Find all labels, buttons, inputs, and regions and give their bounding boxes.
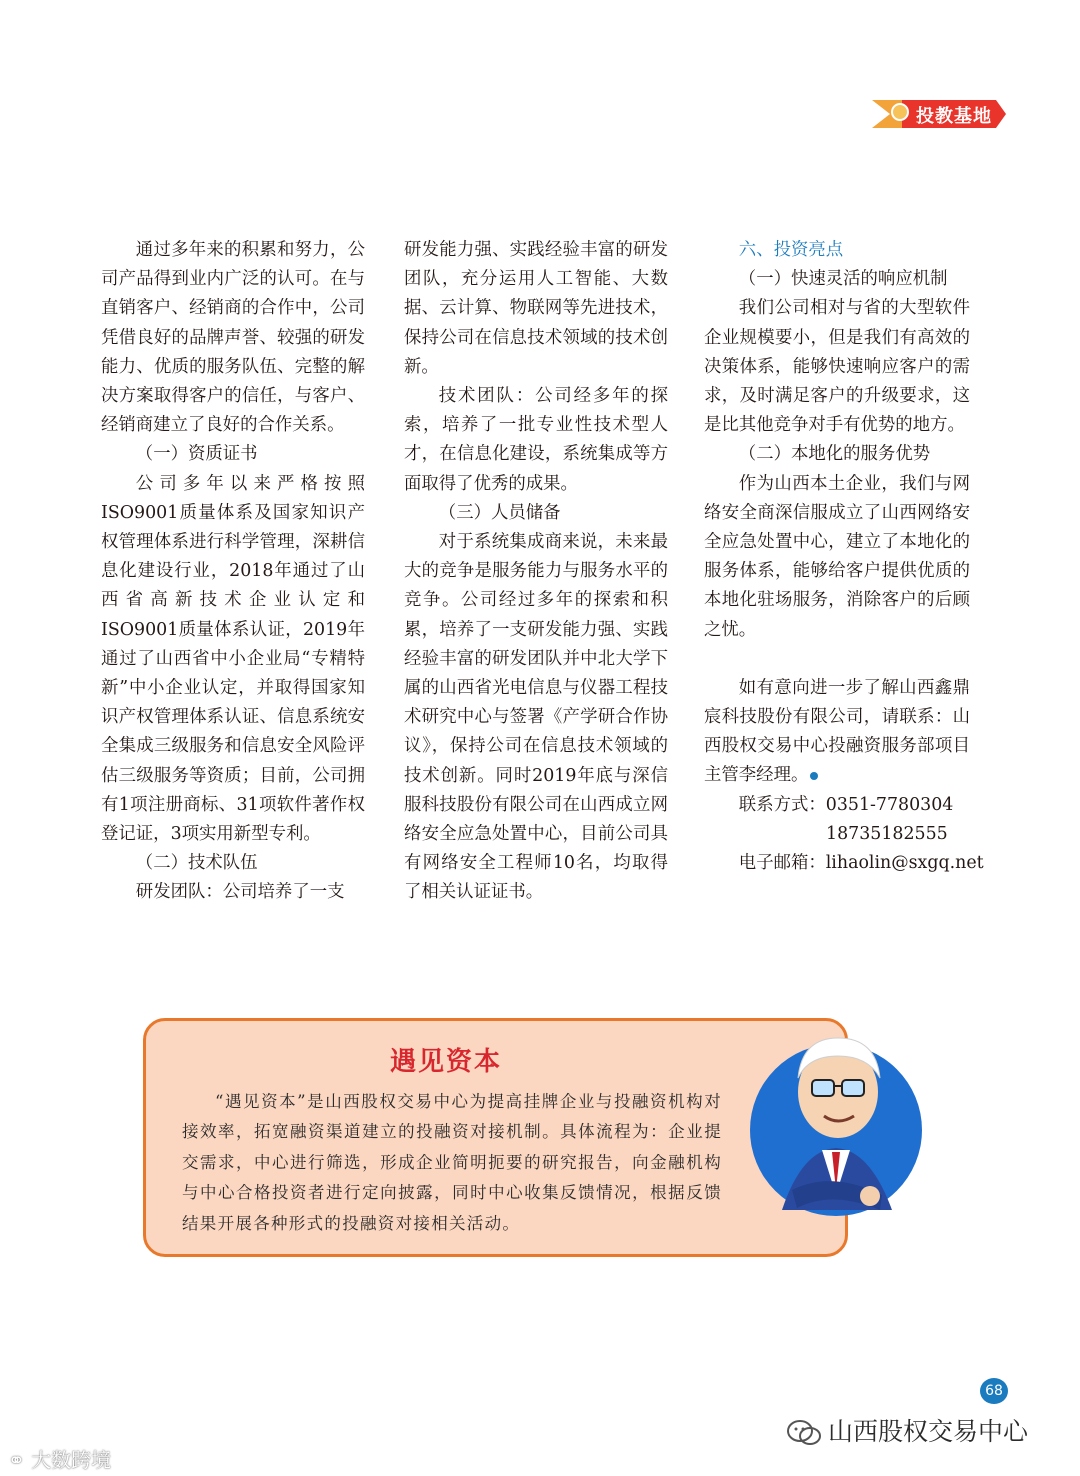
paragraph: 研发团队：公司培养了一支 xyxy=(135,882,345,903)
text-column-3 xyxy=(704,236,984,878)
text-column-1 xyxy=(101,236,365,908)
paragraph: 研发能力强、实践经验丰富的研发团队，充分运用人工智能、大数据、云计算、物联网等先进技术，保持公司在信息技术领域的技术创新。 xyxy=(404,240,668,377)
watermark-right xyxy=(786,1412,1028,1448)
text-column-2 xyxy=(404,236,668,908)
info-box-text: “遇见资本”是山西股权交易中心为提高挂牌企业与投融资机构对接效率，拓宽融资渠道建立的投融资对接机制。具体流程为：企业提交需求，中心进行筛选，形成企业简明扼要的研究报告，向金融机构与中心合格投资者进行定向披露，同时中心收集反馈情况，根据反馈结果开展各种形式的投融资对接相关活动。 xyxy=(182,1092,722,1233)
watermark-right-text: 山西股权交易中心 xyxy=(828,1417,1029,1446)
paragraph: 作为山西本土企业，我们与网络安全商深信服成立了山西网络安全应急处置中心，建立了本地化的服务体系，能够给客户提供优质的本地化驻场服务，消除客户的后顾之忧。 xyxy=(704,473,970,640)
watermark-left xyxy=(8,1444,111,1473)
contact-email: 电子邮箱：lihaolin@sxgq.net xyxy=(738,853,984,874)
watermark-logo-icon: ⚭ xyxy=(8,1448,32,1472)
paragraph: 通过多年来的积累和努力，公司产品得到业内广泛的认可。在与直销客户、经销商的合作中，公司凭借良好的品牌声誉、较强的研发能力、优质的服务队伍、完整的解决方案取得客户的信任，与客户、经销商建立了良好的合作关系。 xyxy=(101,240,365,436)
subheading: （三）人员储备 xyxy=(438,502,561,523)
end-mark-icon xyxy=(810,772,818,780)
paragraph: 我们公司相对与省的大型软件企业规模要小，但是我们有高效的决策体系，能够快速响应客户的需求，及时满足客户的升级要求，这是比其他竞争对手有优势的地方。 xyxy=(704,298,970,436)
contact-intro xyxy=(704,674,970,791)
watermark-left-text: 大数跨境 xyxy=(31,1448,112,1472)
page-number: 68 xyxy=(980,1378,1008,1404)
section-tag xyxy=(872,96,1008,132)
paragraph: 技术团队：公司经多年的探索，培养了一批专业性技术型人才，在信息化建设，系统集成等方面取得了优秀的成果。 xyxy=(404,386,668,494)
section-tag-label: 投教基地 xyxy=(916,106,992,127)
subheading: （一）快速灵活的响应机制 xyxy=(738,269,948,290)
paragraph: 公司多年以来严格按照ISO9001质量体系及国家知识产权管理体系进行科学管理，深耕信息化建设行业，2018年通过了山西省高新技术企业认定和ISO9001质量体系认证，2019年通过了山西省中小企业局“专精特新”中小企业认定，并取得国家知识产权管理体系认证、信息系统安全集成三级服务和信息安全风险评估三级服务等资质；目前，公司拥有1项注册商标、31项软件著作权登记证，3项实用新型专利。 xyxy=(101,473,365,845)
subheading: （二）本地化的服务优势 xyxy=(738,444,931,465)
info-box-title: 遇见资本 xyxy=(389,1047,502,1077)
subheading: （一）资质证书 xyxy=(135,444,258,465)
paragraph: 对于系统集成商来说，未来最大的竞争是服务能力与服务水平的竞争。公司经过多年的探索和积累，培养了一支研发能力强、实践经验丰富的研发团队并中北大学下属的山西省光电信息与仪器工程技术研究中心与签署《产学研合作协议》，保持公司在信息技术领域的技术创新。同时2019年底与深信服科技股份有限公司在山西成立网络安全应急处置中心，目前公司具有网络安全工程师10名，均取得了相关认证证书。 xyxy=(404,532,668,903)
contact-intro-text: 如有意向进一步了解山西鑫鼎宸科技股份有限公司，请联系：山西股权交易中心投融资服务部项目主管李经理。 xyxy=(704,677,970,786)
section-heading: 六、投资亮点 xyxy=(738,240,844,260)
contact-phone-2: 18735182555 xyxy=(826,823,948,844)
wechat-icon xyxy=(786,1419,822,1447)
info-box-body xyxy=(182,1087,722,1239)
mascot-illustration xyxy=(742,1020,928,1240)
contact-phone: 联系方式：0351-7780304 xyxy=(738,794,954,815)
subheading: （二）技术队伍 xyxy=(135,853,258,874)
